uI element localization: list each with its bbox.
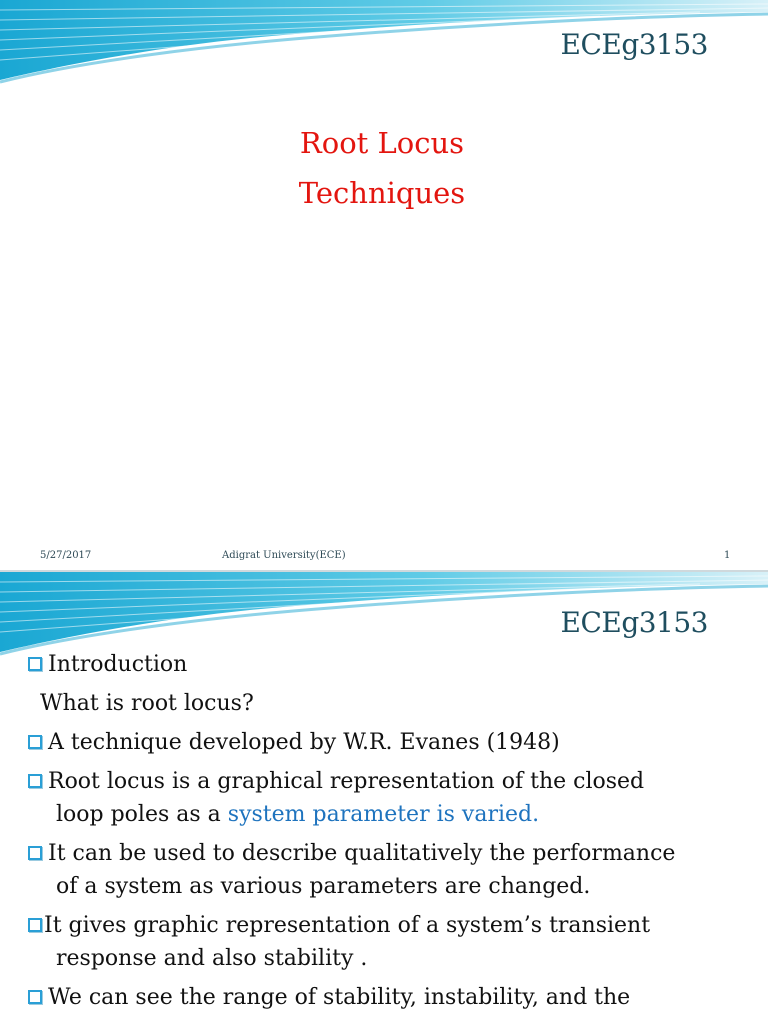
bullet-text: We can see the range of stability, instability, and the [48,985,631,1010]
question-line [28,687,758,720]
bullet-text: loop poles as a [56,802,228,827]
course-code: ECEg3153 [560,606,708,639]
slide-content [28,648,758,1020]
bullet-definition [28,765,758,831]
bullet-transient [28,909,758,975]
footer-page-number: 1 [724,550,731,561]
course-code: ECEg3153 [560,28,708,61]
bullet-stability-range [28,981,758,1014]
title-line-1: Root Locus [299,126,465,160]
square-bullet-icon [28,846,42,860]
title-line-2: Techniques [298,176,466,210]
square-bullet-icon [28,918,42,932]
bullet-introduction [28,648,758,681]
bullet-performance [28,837,758,903]
square-bullet-icon [28,657,42,671]
bullet-text: It gives graphic representation of a system’s transient [44,913,651,938]
slide-title [0,118,764,218]
bullet-text: response and also stability . [56,946,368,971]
highlighted-text: system parameter is varied. [227,802,540,827]
bullet-text: It can be used to describe qualitatively the performance [48,841,676,866]
bullet-evanes [28,726,758,759]
square-bullet-icon [28,735,42,749]
bullet-text: Root locus is a graphical representation of the closed [48,769,645,794]
bullet-text: Introduction [48,652,188,677]
square-bullet-icon [28,774,42,788]
footer-date: 5/27/2017 [40,550,92,561]
question-text: What is root locus? [40,691,254,716]
slide-2 [0,572,768,1024]
bullet-text: A technique developed by W.R. Evanes (1948) [48,730,560,755]
square-bullet-icon [28,990,42,1004]
footer-org: Adigrat University(ECE) [222,550,346,561]
bullet-text: of a system as various parameters are changed. [56,874,591,899]
